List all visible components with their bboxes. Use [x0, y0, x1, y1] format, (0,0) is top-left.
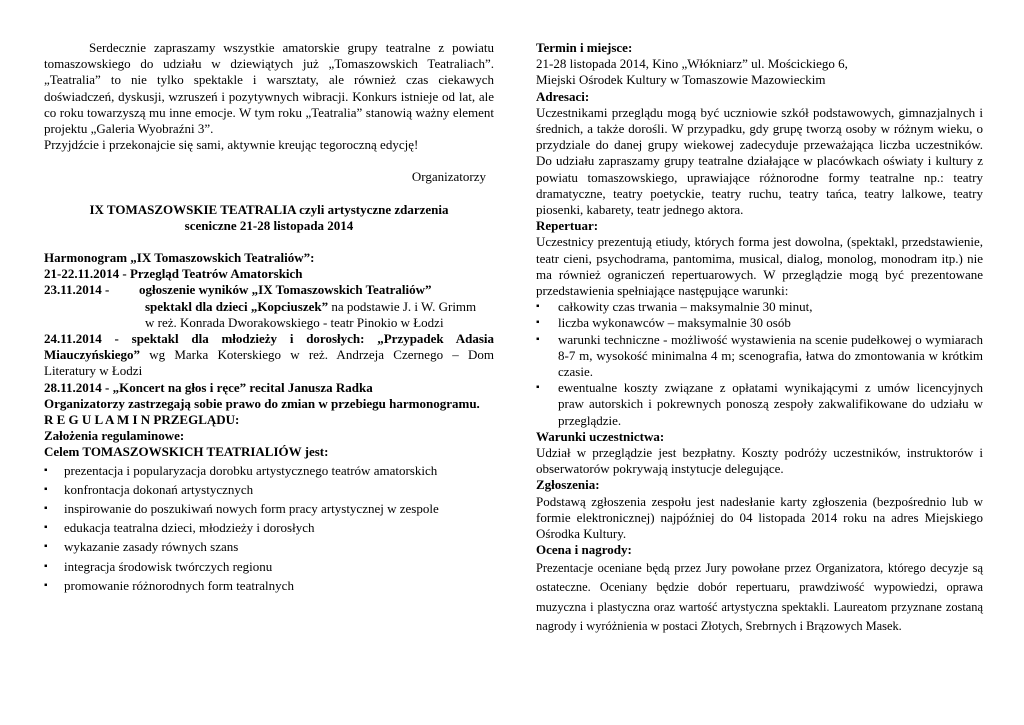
warunki-text: Udział w przeglądzie jest bezpłatny. Koszty podróży uczestników, instruktorów i obserwatorów pokrywają instytucje delegujące. [536, 445, 983, 477]
regulamin-heading: R E G U L A M I N PRZEGLĄDU: [44, 412, 240, 428]
list-item: ▪ konfrontacja dokonań artystycznych [44, 480, 494, 499]
conditions-list [536, 299, 983, 429]
schedule-item-4: 28.11.2014 - „Koncert na głos i ręce” recital Janusza Radka [44, 379, 373, 395]
list-item: ▪ prezentacja i popularyzacja dorobku artystycznego teatrów amatorskich [44, 461, 494, 480]
schedule-item-2-date: 23.11.2014 - [44, 282, 110, 298]
list-item: ▪ całkowity czas trwania – maksymalnie 30 minut, [536, 299, 813, 315]
bullet-icon: ▪ [536, 317, 540, 329]
list-item: ▪ promowanie różnorodnych form teatralnych [44, 576, 494, 595]
adresaci-text: Uczestnikami przeglądu mogą być uczniowie szkół podstawowych, gimnazjalnych i średnich, a także dorośli. W przypadku, gdy grupę tworzą osoby w różnym wieku, o przydziale do danej grupy wiekowej zadecyduje przeważająca liczba uczestników. Do udziału zapraszamy grupy teatralne działające w placówkach oświaty i kultury z powiatu tomaszowskiego, uprawiające różnorodne formy teatralne np.: teatry dramatyczne, teatry poetyckie, teatry ruchu, teatry tańca, teatry lalkowe, teatry piosenki, kabarety, teatr jednego aktora. [536, 104, 983, 218]
termin-line-2: Miejski Ośrodek Kultury w Tomaszowie Mazowieckim [536, 72, 826, 88]
list-item: ▪ edukacja teatralna dzieci, młodzieży i dorosłych [44, 518, 494, 537]
bullet-icon: ▪ [536, 382, 540, 394]
zalozenia-heading: Założenia regulaminowe: [44, 428, 185, 444]
schedule-item-2b-text: na podstawie J. i W. Grimm [328, 298, 477, 314]
right-column [536, 40, 983, 637]
schedule-item-2b-bold: spektakl dla dzieci „Kopciuszek” [145, 298, 329, 314]
bullet-icon: ▪ [44, 464, 48, 476]
adresaci-heading: Adresaci: [536, 88, 590, 104]
list-item: ▪ liczba wykonawców – maksymalnie 30 osób [536, 315, 791, 331]
title-line-1: IX TOMASZOWSKIE TEATRALIA czyli artystyczne zdarzenia [89, 201, 449, 217]
intro-closing: Przyjdźcie i przekonajcie się sami, aktywnie kreując tegoroczną edycję! [44, 137, 419, 153]
bullet-icon: ▪ [536, 333, 540, 345]
bullet-icon: ▪ [44, 503, 48, 515]
bullet-icon: ▪ [44, 522, 48, 534]
ocena-text: Prezentacje oceniane będą przez Jury powołane przez Organizatora, którego decyzje są ostateczne. Oceniany będzie dobór repertuaru, prawdziwość wypowiedzi, oprawa muzyczna i plastyczna oraz wartość artystyczna spektakli. Laureatom przyznane zostaną nagrody i wyróżnienia w postaci Złotych, Srebrnych i Brązowych Masek. [536, 560, 983, 633]
title-line-2: sceniczne 21-28 listopada 2014 [184, 217, 354, 233]
schedule-item-3-text: wg Marka Koterskiego w reż. Andrzeja Czernego – Dom Literatury w Łodzi [44, 347, 494, 379]
left-column [44, 40, 494, 595]
schedule-item-2 [44, 282, 494, 331]
bullet-icon: ▪ [44, 560, 48, 572]
termin-line-1: 21-28 listopada 2014, Kino „Włókniarz” ul. Mościckiego 6, [536, 56, 848, 72]
bullet-icon: ▪ [44, 483, 48, 495]
signature: Organizatorzy [411, 169, 486, 185]
list-item: ▪ ewentualne koszty związane z opłatami wynikającymi z umów licencyjnych praw autorskich i pokrewnych ponoszą zespoły zakwalifikowane do udziału w przeglądzie. [536, 380, 983, 428]
cel-heading: Celem TOMASZOWSKICH TEATRIALIÓW jest: [44, 444, 329, 460]
list-item: ▪ warunki techniczne - możliwość wystawienia na scenie pudełkowej o wymiarach 8-7 m, wysokość minimalna 4 m; scenografia, łatwa do zmontowania w krótkim czasie. [536, 331, 983, 380]
list-item: ▪ inspirowanie do poszukiwań nowych form pracy artystycznej w zespole [44, 499, 494, 518]
zgloszenia-heading: Zgłoszenia: [536, 477, 600, 493]
list-item: ▪ integracja środowisk twórczych regionu [44, 557, 494, 576]
schedule-item-2-text: ogłoszenie wyników „IX Tomaszowskich Teatraliów” [139, 282, 432, 298]
termin-heading: Termin i miejsce: [536, 40, 633, 55]
repertuar-text: Uczestnicy prezentują etiudy, których forma jest dowolna, (spektakl, przedstawienie, teatr cieni, psychodrama, pantomima, musical, dialog, monolog, monodram itp.) nie ma również ograniczeń repertuarowych. W przeglądzie mogą być prezentowane przedstawienia spełniające następujące warunki: [536, 234, 983, 299]
ocena-heading: Ocena i nagrody: [536, 542, 632, 558]
repertuar-heading: Repertuar: [536, 218, 599, 234]
intro-paragraph: Serdecznie zapraszamy wszystkie amatorskie grupy teatralne z powiatu tomaszowskiego do udziału w dziewiątych już „Tomaszowskich Teatraliach”. „Teatralia” to nie tylko spektakle i warsztaty, ale również czas ciekawych doświadczeń, dyskusji, wzruszeń i pozytywnych wibracji. Konkurs istnieje od lat, ale co roku towarzyszą mu inne emocje. W tym roku „Teatralia” stanowią ważny element projektu „Galeria Wyobraźni 3”. [44, 40, 494, 137]
schedule-item-3-bold: 24.11.2014 - spektakl dla młodzieży i dorosłych: „Przypadek Adasia Miauczyńskiego” [44, 331, 494, 363]
schedule-item-2c: w reż. Konrada Dworakowskiego - teatr Pinokio w Łodzi [145, 314, 444, 330]
schedule-note: Organizatorzy zastrzegają sobie prawo do zmian w przebiegu harmonogramu. [44, 395, 480, 411]
bullet-icon: ▪ [44, 579, 48, 591]
bullet-icon: ▪ [44, 541, 48, 553]
warunki-heading: Warunki uczestnictwa: [536, 428, 665, 444]
bullet-icon: ▪ [536, 301, 540, 313]
schedule-item-3 [44, 331, 494, 380]
goals-list [44, 461, 494, 595]
schedule-item-1: 21-22.11.2014 - Przegląd Teatrów Amatorskich [44, 266, 303, 282]
list-item: ▪ wykazanie zasady równych szans [44, 537, 494, 556]
schedule-heading: Harmonogram „IX Tomaszowskich Teatraliów”: [44, 250, 315, 266]
zgloszenia-text: Podstawą zgłoszenia zespołu jest nadesłanie karty zgłoszenia (bezpośrednio lub w formie elektronicznej) najpóźniej do 04 listopada 2014 roku na adres Miejskiego Ośrodka Kultury. [536, 493, 983, 542]
